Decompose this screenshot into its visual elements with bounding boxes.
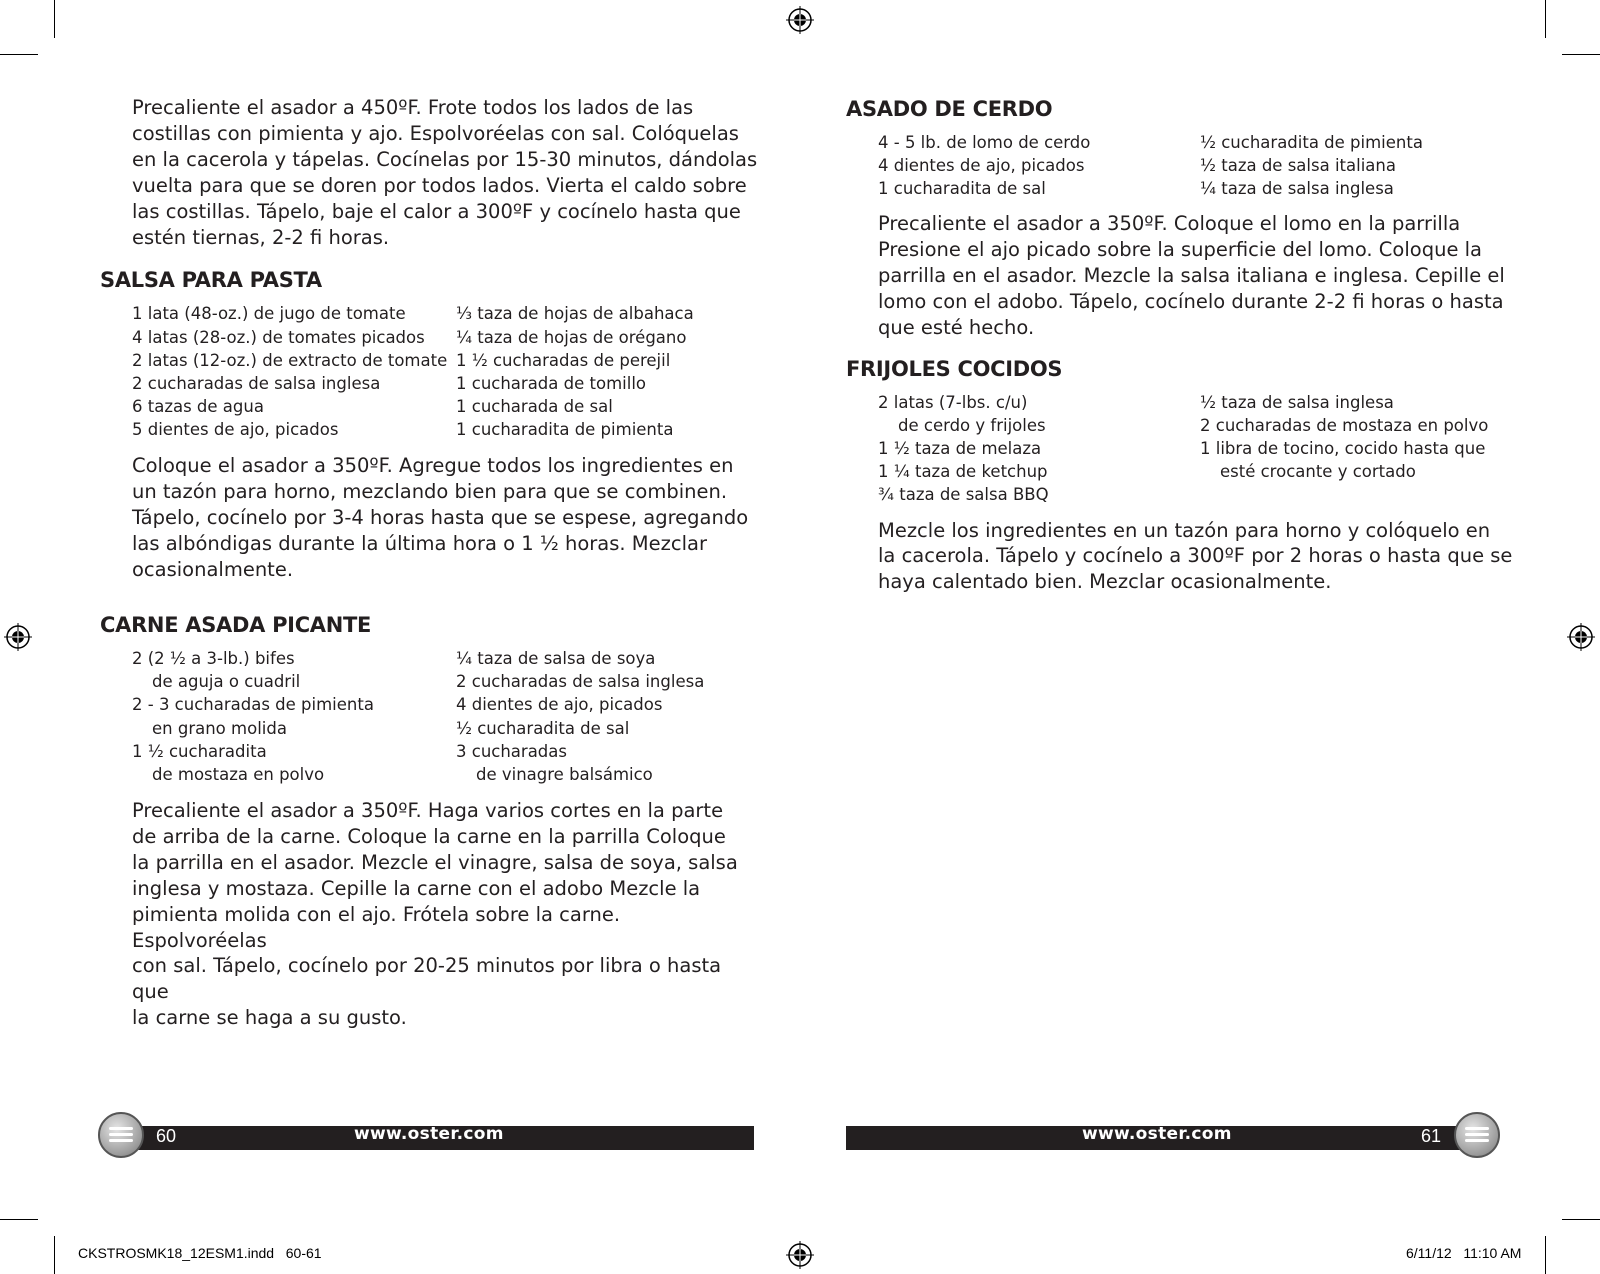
text-line: con sal. Tápelo, cocínelo por 20-25 minutos por libra o hasta que [132, 954, 722, 1004]
ingredients-column-1 [878, 391, 1049, 507]
text-line: Tápelo, cocínelo por 3-4 horas hasta que se espese, agregando [132, 506, 749, 530]
text-line: vuelta para que se doren por todos lados. Vierta el caldo sobre [132, 173, 747, 197]
right-page [846, 95, 1526, 595]
text-line: lomo con el adobo. Tápelo, cocínelo durante 2-2 ﬁ horas o hasta [878, 289, 1504, 313]
text-line: las albóndigas durante la última hora o 1 ½ horas. Mezclar [132, 532, 707, 556]
text-line: Precaliente el asador a 350ºF. Haga varios cortes en la parte [132, 798, 724, 822]
ingredient: 4 dientes de ajo, picados [456, 695, 663, 715]
ingredient: 1 lata (48-oz.) de jugo de tomate [132, 304, 406, 324]
text-line: un tazón para horno, mezclando bien para que se combinen. [132, 480, 728, 504]
ingredient: 1 ½ taza de melaza [878, 438, 1042, 458]
page-number-left: 60 [156, 1126, 177, 1146]
ingredient: de mostaza en polvo [152, 764, 325, 784]
registration-mark-icon [786, 6, 814, 34]
ingredient: 1 cucharada de sal [456, 397, 613, 417]
footer-url-right[interactable]: www.oster.com [1082, 1124, 1232, 1144]
ingredient: esté crocante y cortado [1220, 462, 1416, 482]
salsa-title: SALSA PARA PASTA [100, 268, 322, 293]
ingredients-column-2 [1200, 391, 1488, 484]
ingredient: ¼ taza de salsa de soya [456, 648, 656, 668]
ingredient: 4 latas (28-oz.) de tomates picados [132, 327, 425, 347]
ingredients-column-2 [456, 302, 694, 441]
ingredient: ½ taza de salsa inglesa [1200, 392, 1394, 412]
text-line: inglesa y mostaza. Cepille la carne con el adobo Mezcle la [132, 876, 701, 900]
text-line: de arriba de la carne. Coloque la carne en la parrilla Coloque [132, 824, 726, 848]
ingredient: 2 cucharadas de mostaza en polvo [1200, 415, 1489, 435]
carne-instructions [132, 798, 760, 1031]
ingredient: ½ cucharadita de pimienta [1200, 133, 1423, 152]
text-line: estén tiernas, 2-2 ﬁ horas. [132, 225, 390, 249]
registration-mark-icon [4, 623, 32, 651]
slug-date: 6/11/12 11:10 AM [1406, 1245, 1522, 1261]
text-line: en la cacerola y tápelas. Cocínelas por 15-30 minutos, dándolas [132, 147, 758, 171]
crop-mark [1545, 1236, 1546, 1274]
ingredient: 2 cucharadas de salsa inglesa [456, 672, 705, 692]
text-line: costillas con pimienta y ajo. Espolvoréelas con sal. Colóquelas [132, 121, 739, 145]
slug-filename: CKSTROSMK18_12ESM1.indd 60-61 [78, 1245, 322, 1261]
ingredient: 1 ½ cucharadas de perejil [456, 350, 671, 370]
crop-mark [1562, 54, 1600, 55]
ingredient: 2 - 3 cucharadas de pimienta [132, 695, 374, 715]
text-line: la cacerola. Tápelo y cocínelo a 300ºF por 2 horas o hasta que se [878, 544, 1513, 568]
registration-mark-icon [786, 1241, 814, 1269]
text-line: parrilla en el asador. Mezcle la salsa italiana e inglesa. Cepille el [878, 263, 1505, 287]
text-line: Precaliente el asador a 450ºF. Frote todos los lados de las [132, 96, 694, 119]
ingredient: 1 libra de tocino, cocido hasta que [1200, 438, 1486, 458]
ingredient: 4 - 5 lb. de lomo de cerdo [878, 133, 1091, 152]
ingredient: ¼ taza de salsa inglesa [1200, 179, 1394, 199]
salsa-instructions [132, 453, 760, 583]
text-line: haya calentado bien. Mezclar ocasionalmente. [878, 570, 1332, 594]
ingredient: 6 tazas de agua [132, 397, 264, 417]
left-page [100, 95, 760, 1031]
ingredient: 2 cucharadas de salsa inglesa [132, 374, 381, 394]
intro-paragraph [132, 95, 760, 250]
ingredient: 1 cucharadita de pimienta [456, 420, 674, 440]
ingredient: 2 latas (7-lbs. c/u) [878, 392, 1028, 412]
ingredient: en grano molida [152, 718, 287, 738]
ingredient: 5 dientes de ajo, picados [132, 420, 339, 440]
ingredient: 2 latas (12-oz.) de extracto de tomate [132, 350, 448, 370]
ingredient: 2 (2 ½ a 3-lb.) bifes [132, 648, 295, 668]
text-line: Precaliente el asador a 350ºF. Coloque el lomo en la parrilla [878, 212, 1461, 235]
crop-mark [54, 0, 55, 38]
ingredients-column-1 [132, 647, 374, 786]
text-line: ocasionalmente. [132, 558, 294, 582]
ingredient: ½ taza de salsa italiana [1200, 156, 1396, 176]
ingredient: ½ cucharadita de sal [456, 718, 630, 738]
text-line: Presione el ajo picado sobre la superﬁcie del lomo. Coloque la [878, 237, 1483, 261]
ingredient: ¼ taza de hojas de orégano [456, 327, 687, 347]
crop-mark [0, 1219, 38, 1220]
oster-logo-icon [98, 1112, 144, 1158]
ingredients-column-1 [878, 131, 1090, 201]
text-line: Coloque el asador a 350ºF. Agregue todos los ingredientes en [132, 454, 734, 478]
frijoles-ingredients [878, 391, 1526, 508]
frijoles-title: FRIJOLES COCIDOS [846, 356, 1063, 381]
ingredients-column-1 [132, 302, 447, 441]
crop-mark [0, 54, 38, 55]
registration-mark-icon [1567, 623, 1595, 651]
ingredient: de cerdo y frijoles [898, 415, 1046, 435]
text-line: que esté hecho. [878, 315, 1035, 339]
carne-title: CARNE ASADA PICANTE [100, 612, 372, 637]
ingredient: de aguja o cuadril [152, 672, 301, 692]
crop-mark [54, 1236, 55, 1274]
oster-logo-icon [1454, 1112, 1500, 1158]
ingredient: de vinagre balsámico [476, 764, 653, 784]
text-line: las costillas. Tápelo, baje el calor a 300ºF y cocínelo hasta que [132, 199, 741, 223]
page-number-right: 61 [1421, 1126, 1442, 1146]
ingredient: ⅓ taza de hojas de albahaca [456, 304, 694, 324]
ingredient: ¾ taza de salsa BBQ [878, 485, 1049, 505]
ingredient: 1 cucharadita de sal [878, 179, 1046, 199]
crop-mark [1545, 0, 1546, 38]
salsa-ingredients [132, 302, 760, 442]
ingredients-column-2 [1200, 131, 1423, 201]
ingredients-column-2 [456, 647, 704, 786]
text-line: la parrilla en el asador. Mezcle el vinagre, salsa de soya, salsa [132, 850, 738, 874]
ingredient: 3 cucharadas [456, 741, 567, 761]
text-line: Mezcle los ingredientes en un tazón para horno y colóquelo en [878, 518, 1491, 542]
text-line: la carne se haga a su gusto. [132, 1006, 407, 1030]
ingredient: 1 cucharada de tomillo [456, 374, 646, 394]
cerdo-instructions [878, 211, 1526, 341]
footer-url-left[interactable]: www.oster.com [354, 1124, 504, 1144]
ingredient: 1 ½ cucharadita [132, 741, 267, 761]
frijoles-instructions [878, 518, 1526, 596]
ingredient: 4 dientes de ajo, picados [878, 156, 1085, 176]
text-line: pimienta molida con el ajo. Frótela sobre la carne. Espolvoréelas [132, 902, 621, 952]
cerdo-ingredients [878, 131, 1526, 201]
carne-ingredients [132, 647, 760, 787]
crop-mark [1562, 1219, 1600, 1220]
ingredient: 1 ¼ taza de ketchup [878, 462, 1048, 482]
cerdo-title: ASADO DE CERDO [846, 97, 1053, 121]
